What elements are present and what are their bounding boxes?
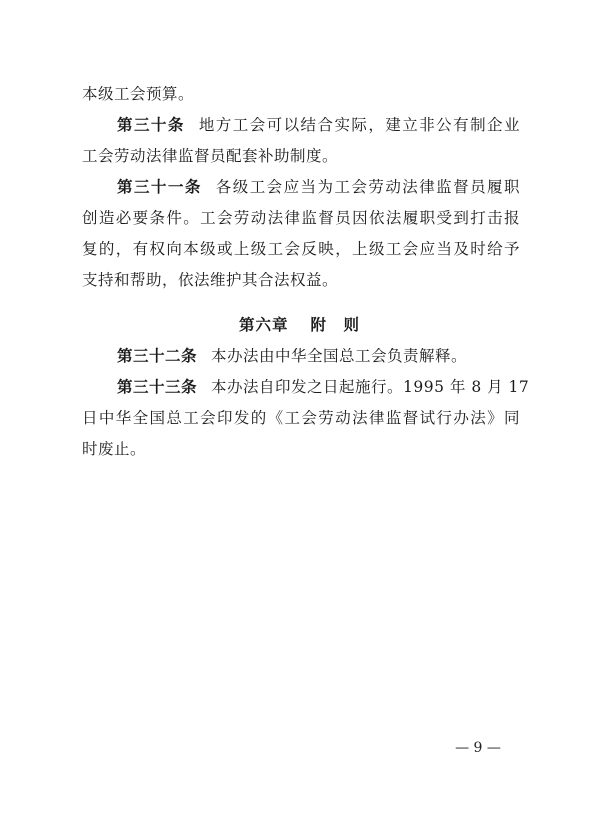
article-31-number: 第三十一条	[117, 178, 202, 196]
article-31-line-3: 复的，有权向本级或上级工会反映，上级工会应当及时给予	[82, 240, 520, 258]
chapter-heading	[0, 315, 599, 335]
article-31-line-1	[117, 177, 520, 197]
article-31-line-4: 支持和帮助，依法维护其合法权益。	[82, 271, 339, 289]
article-30-text-1: 地方工会可以结合实际，建立非公有制企业	[198, 116, 520, 134]
article-30-line-1	[117, 115, 520, 135]
article-32-line-1	[117, 346, 520, 366]
article-31-text-1: 各级工会应当为工会劳动法律监督员履职	[215, 178, 520, 196]
article-30-line-2: 工会劳动法律监督员配套补助制度。	[82, 147, 339, 165]
article-29-tail: 本级工会预算。	[82, 85, 195, 103]
chapter-title: 附 则	[310, 316, 361, 334]
article-31-line-2: 创造必要条件。工会劳动法律监督员因依法履职受到打击报	[82, 209, 520, 227]
article-33-line-2: 日中华全国总工会印发的《工会劳动法律监督试行办法》同	[82, 409, 520, 427]
article-32-number: 第三十二条	[117, 347, 198, 365]
article-30-number: 第三十条	[117, 116, 185, 134]
article-33-line-3: 时废止。	[82, 440, 147, 458]
chapter-number: 第六章	[238, 316, 289, 334]
article-33-number: 第三十三条	[117, 378, 198, 396]
article-33-line-1	[117, 377, 530, 397]
article-33-text-1: 本办法自印发之日起施行。1995 年 8 月 17	[211, 378, 530, 396]
page-number: — 9 —	[455, 740, 501, 756]
article-32-text-1: 本办法由中华全国总工会负责解释。	[211, 347, 468, 365]
